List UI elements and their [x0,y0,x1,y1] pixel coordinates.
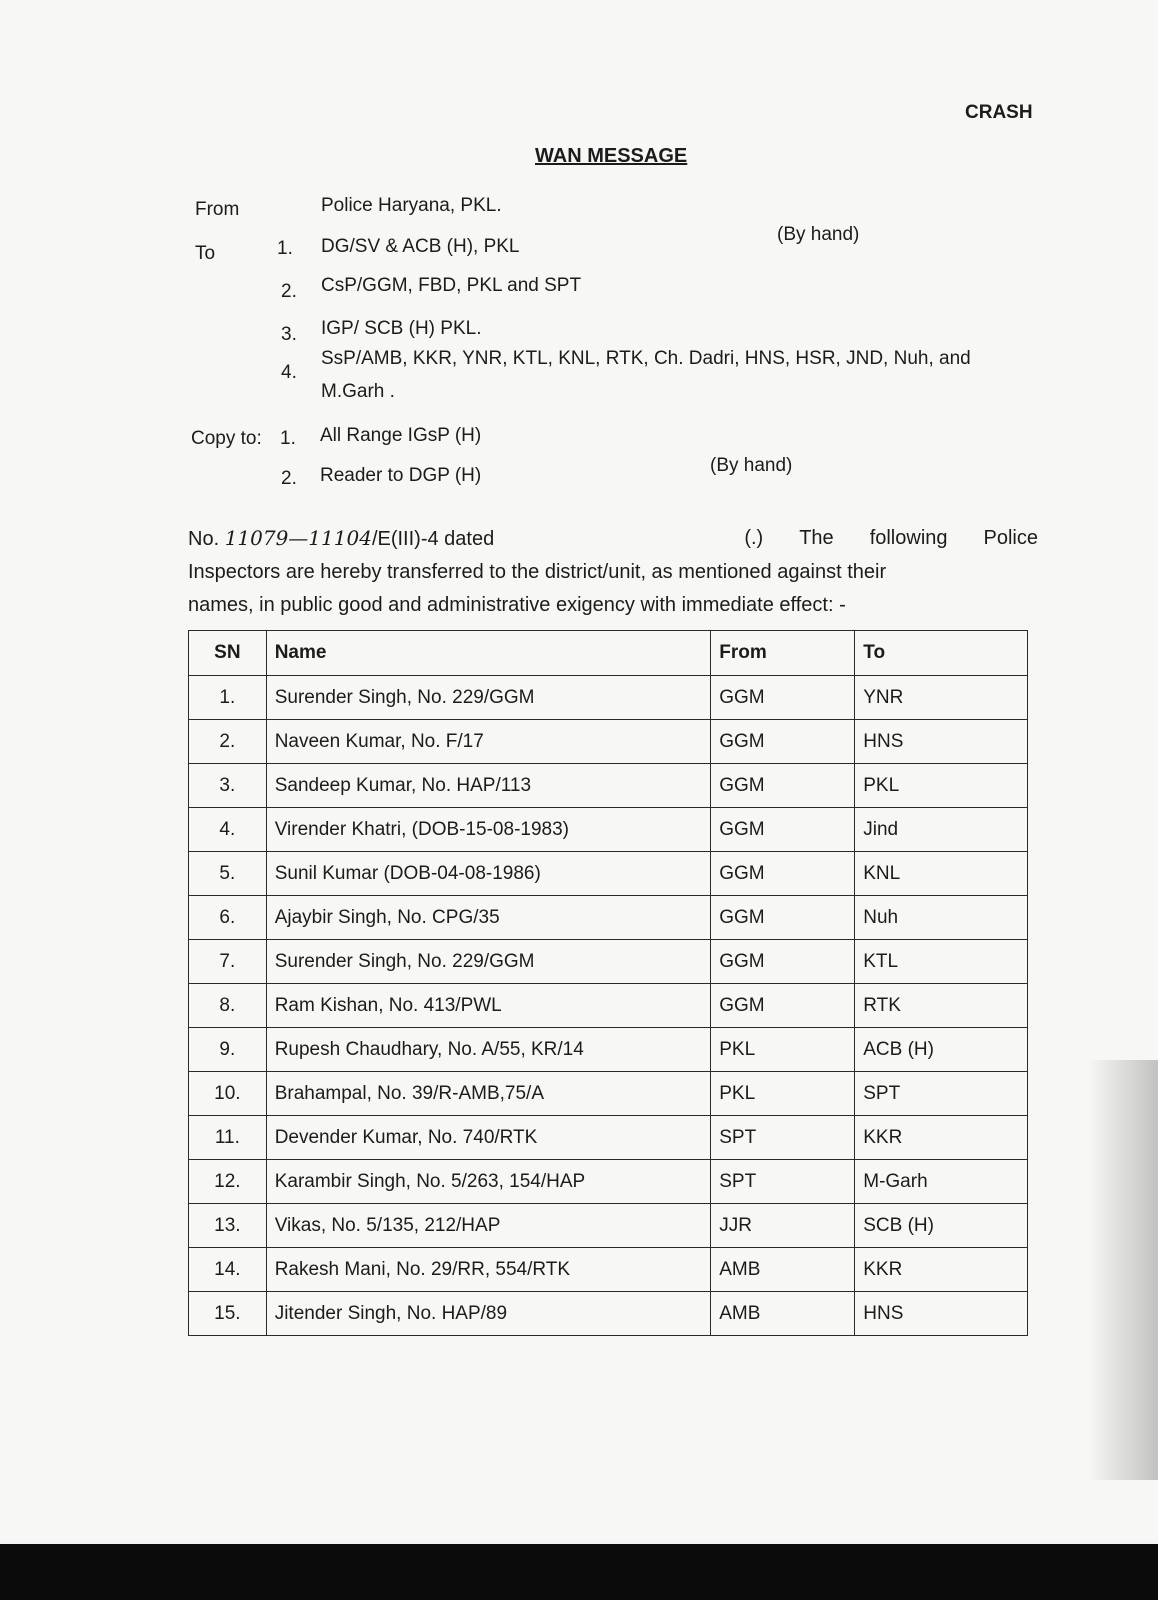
cell-to: KKR [855,1248,1028,1292]
bottom-black-bar [0,1544,1158,1600]
to-item-number: 2. [281,281,297,302]
document-title: WAN MESSAGE [535,145,688,167]
cell-sn: 3. [189,764,267,808]
cell-from: GGM [711,720,855,764]
cell-from: JJR [711,1204,855,1248]
from-value: Police Haryana, PKL. [321,195,502,216]
paragraph-line: names, in public good and administrative exigency with immediate effect: - [188,594,846,616]
table-row [189,1292,1028,1336]
cell-sn: 5. [189,852,267,896]
cell-sn: 8. [189,984,267,1028]
from-label: From [195,199,240,220]
cell-to: KNL [855,852,1028,896]
cell-sn: 14. [189,1248,267,1292]
to-item-text: SsP/AMB, KKR, YNR, KTL, KNL, RTK, Ch. Dadri, HNS, HSR, JND, Nuh, and [321,348,971,369]
cell-to: RTK [855,984,1028,1028]
cell-sn: 6. [189,896,267,940]
cell-sn: 2. [189,720,267,764]
to-item-number: 3. [281,324,297,345]
table-row [189,896,1028,940]
cell-from: GGM [711,764,855,808]
cell-to: SCB (H) [855,1204,1028,1248]
cell-sn: 1. [189,676,267,720]
cell-sn: 10. [189,1072,267,1116]
priority-label: CRASH [965,102,1033,123]
to-item-text: CsP/GGM, FBD, PKL and SPT [321,275,582,296]
table-row [189,1028,1028,1072]
table-row [189,1072,1028,1116]
cell-from: SPT [711,1160,855,1204]
cell-to: HNS [855,720,1028,764]
to-item-text: IGP/ SCB (H) PKL. [321,318,482,339]
to-label: To [195,243,216,264]
paragraph-word: following [869,527,948,549]
cell-to: KTL [855,940,1028,984]
cell-name: Sandeep Kumar, No. HAP/113 [266,764,711,808]
cell-name: Jitender Singh, No. HAP/89 [266,1292,711,1336]
cell-name: Brahampal, No. 39/R-AMB,75/A [266,1072,711,1116]
cell-from: GGM [711,676,855,720]
cell-name: Vikas, No. 5/135, 212/HAP [266,1204,711,1248]
cell-from: GGM [711,940,855,984]
table-row [189,1116,1028,1160]
cell-from: SPT [711,1116,855,1160]
cell-to: SPT [855,1072,1028,1116]
cell-name: Surender Singh, No. 229/GGM [266,940,711,984]
cell-name: Rupesh Chaudhary, No. A/55, KR/14 [266,1028,711,1072]
cell-sn: 13. [189,1204,267,1248]
header-from: From [711,631,855,676]
table-row [189,720,1028,764]
cell-from: PKL [711,1028,855,1072]
cell-to: Nuh [855,896,1028,940]
cell-name: Karambir Singh, No. 5/263, 154/HAP [266,1160,711,1204]
copy-to-item-text: All Range IGsP (H) [320,425,482,446]
header-sn: SN [189,631,267,676]
cell-sn: 9. [189,1028,267,1072]
transfer-table [188,630,1028,1336]
to-item-number: 1. [277,238,293,259]
table-row [189,676,1028,720]
to-item-text: DG/SV & ACB (H), PKL [321,236,520,257]
table-row [189,1248,1028,1292]
copy-to-item-number: 1. [280,428,296,449]
table-header-row [189,631,1028,676]
cell-sn: 7. [189,940,267,984]
copy-to-item-number: 2. [281,468,297,489]
copy-to-item-text: Reader to DGP (H) [320,465,482,486]
finger-shadow [1088,1060,1158,1480]
cell-name: Naveen Kumar, No. F/17 [266,720,711,764]
paragraph-word: The [799,527,834,549]
cell-to: PKL [855,764,1028,808]
cell-sn: 4. [189,808,267,852]
to-delivery-note: (By hand) [777,224,860,245]
cell-name: Virender Khatri, (DOB-15-08-1983) [266,808,711,852]
cell-from: GGM [711,984,855,1028]
paragraph-line: Inspectors are hereby transferred to the district/unit, as mentioned against their [188,561,887,583]
cell-to: M-Garh [855,1160,1028,1204]
cell-from: GGM [711,808,855,852]
table-row [189,764,1028,808]
cell-name: Ram Kishan, No. 413/PWL [266,984,711,1028]
table-row [189,1204,1028,1248]
cell-from: GGM [711,896,855,940]
cell-name: Devender Kumar, No. 740/RTK [266,1116,711,1160]
cell-from: GGM [711,852,855,896]
cell-name: Surender Singh, No. 229/GGM [266,676,711,720]
handwritten-memo-number: 11079—11104 [224,526,372,550]
copy-to-label: Copy to: [191,428,262,449]
message-paragraph [188,522,1038,622]
copy-to-delivery-note: (By hand) [710,455,793,476]
cell-from: AMB [711,1248,855,1292]
cell-to: KKR [855,1116,1028,1160]
paragraph-word: Police [983,527,1038,549]
header-to: To [855,631,1028,676]
to-item-text-continued: M.Garh . [321,381,395,402]
sentence-marker: (.) [744,527,764,549]
memo-no-prefix: No. [188,528,220,550]
cell-name: Ajaybir Singh, No. CPG/35 [266,896,711,940]
cell-to: HNS [855,1292,1028,1336]
table-row [189,984,1028,1028]
to-item-number: 4. [281,362,297,383]
cell-sn: 12. [189,1160,267,1204]
cell-sn: 11. [189,1116,267,1160]
memo-no-suffix: /E(III)-4 dated [371,528,495,550]
cell-sn: 15. [189,1292,267,1336]
cell-from: PKL [711,1072,855,1116]
cell-to: ACB (H) [855,1028,1028,1072]
table-row [189,852,1028,896]
cell-name: Sunil Kumar (DOB-04-08-1986) [266,852,711,896]
cell-from: AMB [711,1292,855,1336]
cell-name: Rakesh Mani, No. 29/RR, 554/RTK [266,1248,711,1292]
table-row [189,1160,1028,1204]
table-row [189,940,1028,984]
table-row [189,808,1028,852]
cell-to: YNR [855,676,1028,720]
cell-to: Jind [855,808,1028,852]
header-name: Name [266,631,711,676]
